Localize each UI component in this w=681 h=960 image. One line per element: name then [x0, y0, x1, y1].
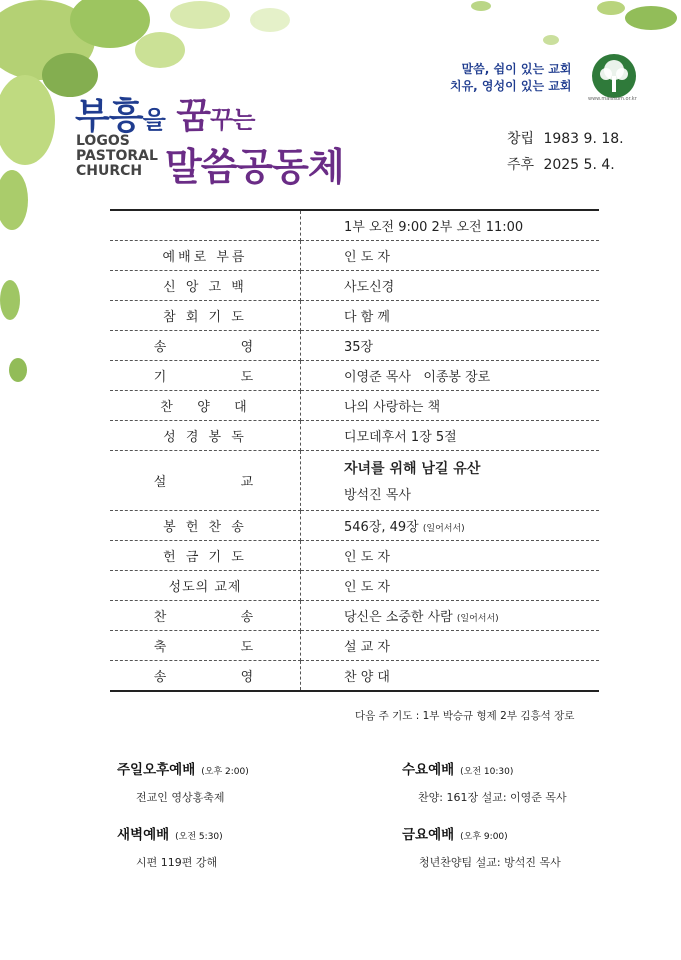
table-row: 성도의 교제 인 도 자: [110, 571, 599, 601]
table-row: 봉 헌 찬 송 546장, 49장 (일어서서): [110, 511, 599, 541]
church-slogan: 말씀, 쉼이 있는 교회 치유, 영성이 있는 교회: [450, 62, 572, 93]
tree-logo-icon: [590, 54, 638, 102]
table-row: 헌 금 기 도 인 도 자: [110, 541, 599, 571]
church-title-line2: 말씀공동체: [165, 145, 344, 189]
leaves-decoration-right: [421, 0, 681, 70]
table-row: 송 영 35장: [110, 331, 599, 361]
dawn-service: 새벽예배 (오전 5:30): [117, 827, 223, 843]
wednesday-detail: 찬양: 161장 설교: 이영준 목사: [418, 791, 567, 804]
logos-pastoral-church: LOGOS PASTORAL CHURCH: [76, 133, 158, 179]
sermon-row: 설 교 자녀를 위해 남길 유산 방석진 목사: [110, 451, 599, 511]
founding-info: 창립 1983 9. 18. 주후 2025 5. 4.: [507, 131, 624, 173]
table-row: [110, 210, 599, 241]
table-row: 예배로 부름 인 도 자: [110, 241, 599, 271]
order-of-worship-table: [110, 209, 599, 692]
table-row: 송 영 찬 양 대: [110, 661, 599, 692]
sermon-title: 자녀를 위해 남길 유산: [344, 461, 481, 477]
table-row: 찬 송 당신은 소중한 사람 (일어서서): [110, 601, 599, 631]
table-row: 찬 양 대 나의 사랑하는 책: [110, 391, 599, 421]
wednesday-service: 수요예배 (오전 10:30): [402, 762, 514, 778]
table-row: 기 도 이영준 목사 이종봉 장로: [110, 361, 599, 391]
table-row: 신 앙 고 백 사도신경: [110, 271, 599, 301]
church-url: www.malssum.or.kr: [588, 96, 637, 102]
table-row: 참 회 기 도 다 함 께: [110, 301, 599, 331]
next-week-prayer: 다음 주 기도 : 1부 박승규 형제 2부 김흥석 장로: [355, 710, 575, 722]
church-title-line1: 부흥을 꿈꾸는: [75, 96, 255, 137]
sunday-afternoon-detail: 전교인 영상홍축제: [136, 791, 225, 804]
dawn-detail: 시편 119편 강해: [136, 856, 218, 869]
sunday-afternoon-service: 주일오후예배 (오후 2:00): [117, 762, 249, 778]
service-times: 1부 오전 9:00 2부 오전 11:00: [301, 210, 600, 241]
friday-detail: 청년찬양팀 설교: 방석진 목사: [419, 856, 561, 869]
friday-service: 금요예배 (오후 9:00): [402, 827, 508, 843]
table-row: 성 경 봉 독 디모데후서 1장 5절: [110, 421, 599, 451]
table-row: 축 도 설 교 자: [110, 631, 599, 661]
preacher: 방석진 목사: [344, 488, 411, 503]
